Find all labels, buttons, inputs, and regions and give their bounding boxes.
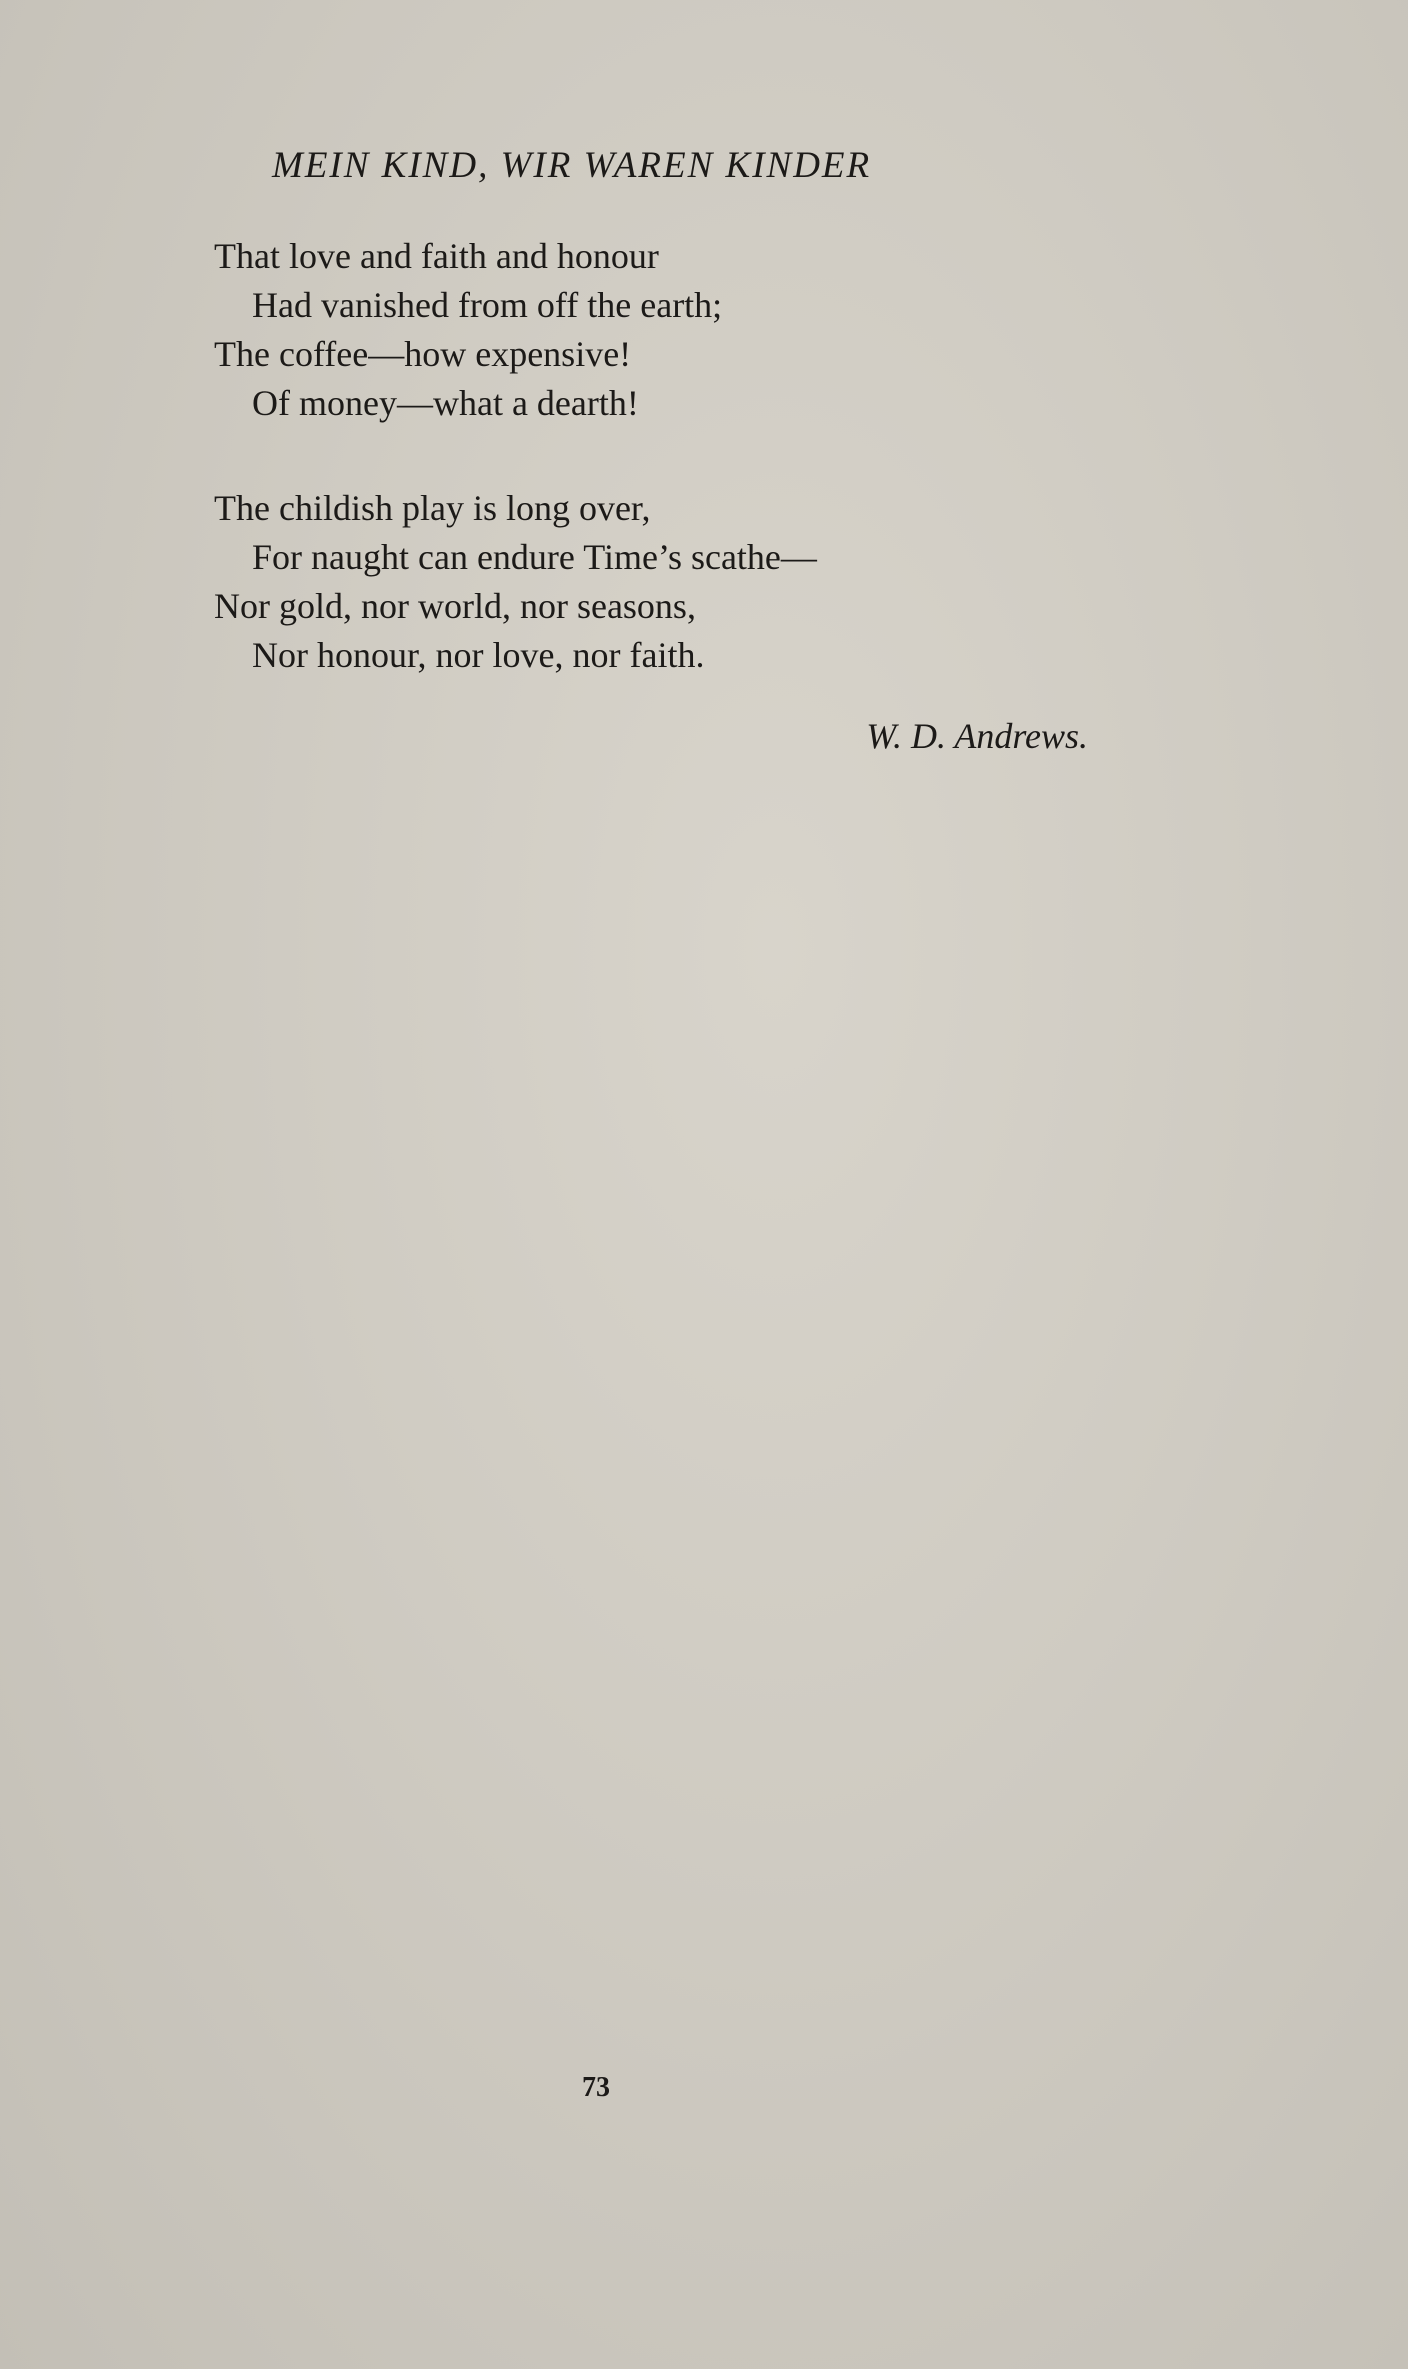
poem-line: Of money—what a dearth! [252, 383, 639, 423]
poem-stanza-2 [214, 484, 817, 680]
poem-line: That love and faith and honour [214, 236, 659, 276]
poem-title: MEIN KIND, WIR WAREN KINDER [272, 145, 872, 186]
poem-line: For naught can endure Time’s scathe— [252, 537, 817, 577]
poem-stanza-1 [214, 232, 722, 428]
page-number: 73 [582, 2072, 610, 2103]
poem-line: Nor honour, nor love, nor faith. [252, 635, 705, 675]
poem-attribution: W. D. Andrews. [866, 716, 1088, 756]
poem-line: The childish play is long over, [214, 488, 651, 528]
poem-line: The coffee—how expensive! [214, 334, 632, 374]
poem-line: Nor gold, nor world, nor seasons, [214, 586, 696, 626]
poem-line: Had vanished from off the earth; [252, 285, 723, 325]
